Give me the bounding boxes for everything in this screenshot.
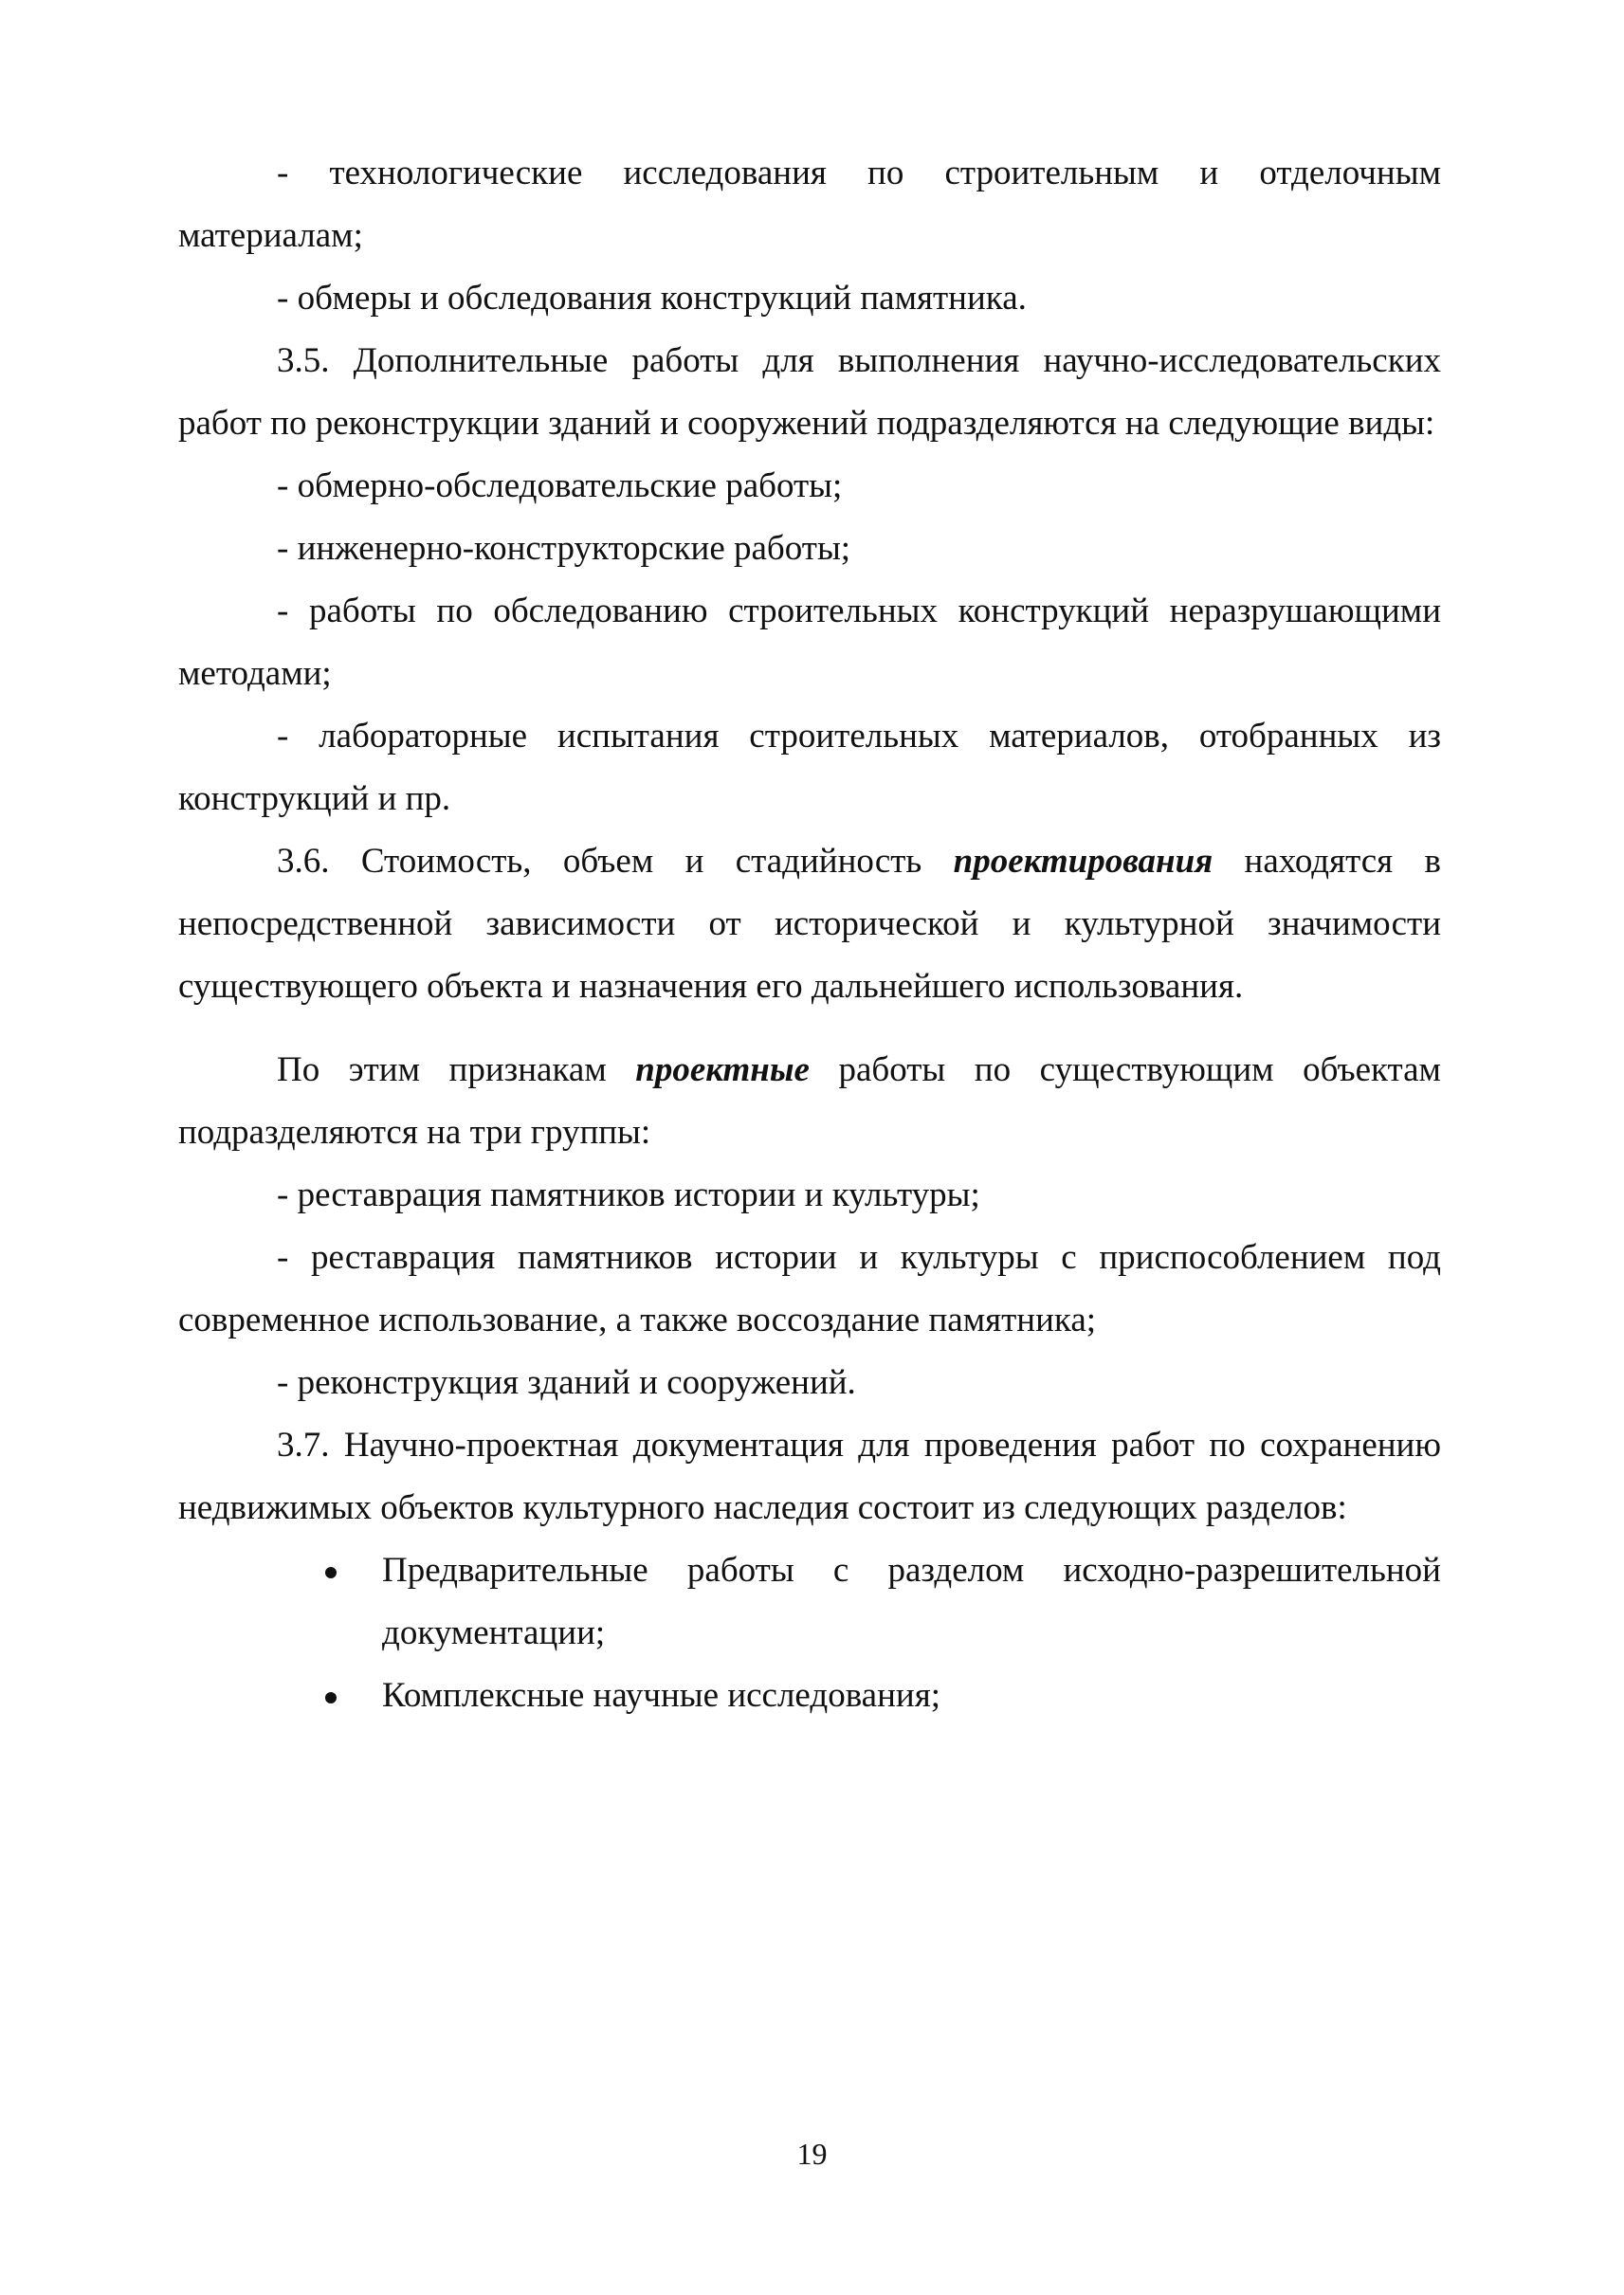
bullet-item [325,1539,1441,1665]
section-3-6-paragraph [178,830,1441,1018]
list-item: - инженерно-конструкторские работы; [277,529,851,568]
section-3-5-paragraph: 3.5. Дополнительные работы для выполнения научно-исследовательских работ по реконструкции зданий и сооружений подразделяются на следующие виды: [178,341,1441,443]
list-item: - реставрация памятников истории и культуры с приспособлением под современное использование, а также воссоздание памятника; [178,1238,1441,1339]
list-item: - обмеры и обследования конструкций памятника. [277,279,1027,318]
emphasized-term: проектирования [953,842,1213,881]
paragraph-text: По этим признакам [277,1050,636,1089]
bullet-item [325,1665,1441,1727]
groups-intro-paragraph [178,1039,1441,1164]
list-item: - лабораторные испытания строительных материалов, отобранных из конструкций и пр. [178,717,1441,818]
list-item: - реконструкция зданий и сооружений. [277,1363,856,1402]
list-item: - технологические исследования по строительным и отделочным материалам; [178,154,1441,255]
bullet-dot-icon [325,1692,337,1703]
list-item: - работы по обследованию строительных конструкций неразрушающими методами; [178,592,1441,693]
document-body [178,142,1441,1727]
bullet-text: Предварительные работы с разделом исходно-разрешительной документации; [382,1551,1441,1652]
section-3-7-paragraph: 3.7. Научно-проектная документация для проведения работ по сохранению недвижимых объектов культурного наследия состоит из следующих разделов: [178,1426,1441,1527]
paragraph-text: работы по существующим объектам подразделяются на три группы: [178,1050,1441,1152]
paragraph-text: находятся в непосредственной зависимости от исторической и культурной значимости существующего объекта и назначения его дальнейшего использования. [178,842,1441,1006]
paragraph-text: 3.6. Стоимость, объем и стадийность [277,842,954,881]
list-item: - обмерно-обследовательские работы; [277,466,843,505]
bullet-text: Комплексные научные исследования; [382,1676,941,1715]
emphasized-term: проектные [635,1050,810,1089]
page-number: 19 [796,2137,828,2171]
bullet-dot-icon [325,1567,337,1578]
bullet-list [178,1539,1441,1727]
list-item: - реставрация памятников истории и культуры; [277,1175,980,1214]
